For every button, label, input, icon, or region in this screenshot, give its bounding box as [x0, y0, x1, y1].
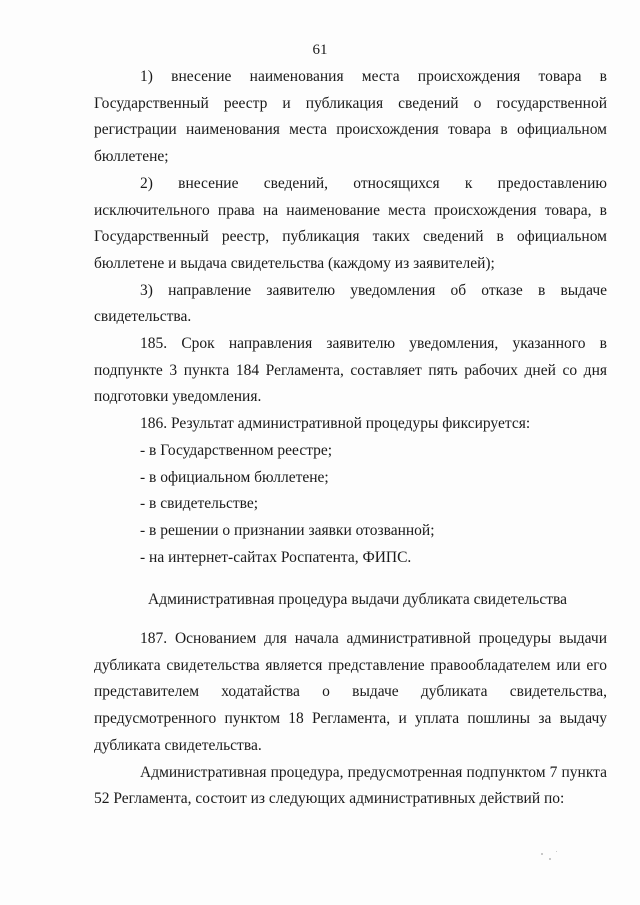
paragraph-187: 187. Основанием для начала административной процедуры выдачи дубликата свидетельства является представление правообладателем или его представителем ходатайства о выдаче дубликата свидетельства, предусмотренного пунктом 18 Регламента, и уплата пошлины за выдачу дубликата свидетельства. [94, 630, 607, 754]
list-item: - в Государственном реестре; [140, 441, 333, 459]
section-heading: Административная процедура выдачи дубликата свидетельства [148, 591, 567, 609]
paragraph-186: 186. Результат административной процедуры фиксируется: [140, 415, 531, 433]
paragraph-185: 185. Срок направления заявителю уведомления, указанного в подпункте 3 пункта 184 Регламента, составляет пять рабочих дней со дня подготовки уведомления. [94, 335, 607, 406]
paragraph-subitem-1: 1) внесение наименования места происхождения товара в Государственный реестр и публикация сведений о государственной регистрации наименования места происхождения товара в официальном бюллетене; [94, 68, 607, 166]
spacer [94, 571, 607, 587]
document-body [94, 64, 607, 813]
scan-speck [549, 858, 551, 860]
paragraph-procedure: Административная процедура, предусмотренная подпунктом 7 пункта 52 Регламента, состоит из следующих административных действий по: [94, 763, 607, 808]
list-item: - в официальном бюллетене; [140, 468, 329, 486]
page-number: 61 [312, 42, 328, 58]
scan-speck [541, 853, 543, 855]
list-item: - в решении о признании заявки отозванной; [140, 521, 435, 539]
list-item: - в свидетельстве; [140, 495, 259, 513]
list-item: - на интернет-сайтах Роспатента, ФИПС. [140, 548, 412, 566]
spacer [94, 614, 607, 626]
paragraph-subitem-3: 3) направление заявителю уведомления об отказе в выдаче свидетельства. [94, 281, 607, 326]
paragraph-subitem-2: 2) внесение сведений, относящихся к предоставлению исключительного права на наименование места происхождения товара, в Государственный реестр, публикация таких сведений в официальном бюллетене и выдача свидетельства (каждому из заявителей); [94, 174, 607, 272]
scan-speck [556, 851, 557, 852]
